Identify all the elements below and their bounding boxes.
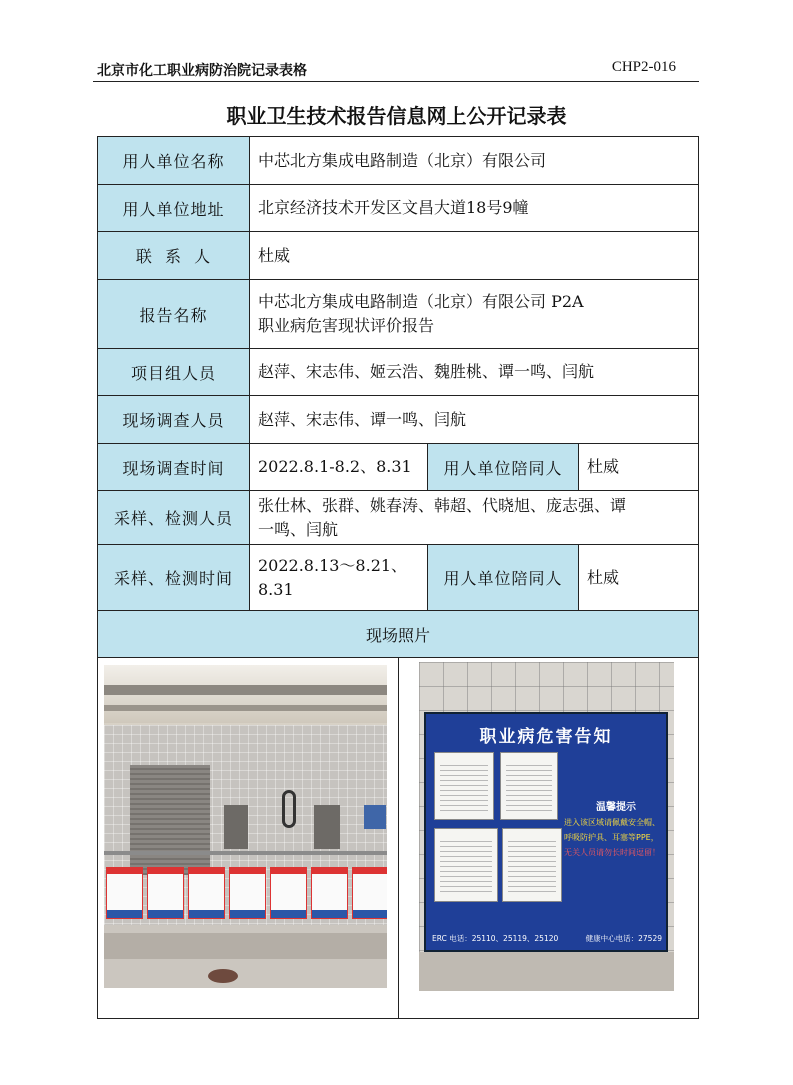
- label-contact: 联 系 人: [98, 232, 250, 280]
- value-survey-time: 2022.8.1-8.2、8.31: [250, 444, 428, 491]
- photo-poster: [229, 867, 266, 919]
- row-sampling-staff: [98, 491, 699, 545]
- page-title: 职业卫生技术报告信息网上公开记录表: [226, 104, 567, 128]
- value-sampling-staff: [250, 491, 699, 545]
- photos-cell: [98, 658, 699, 1019]
- photo-manhole: [208, 969, 238, 983]
- board-title: 职业病危害告知: [479, 727, 613, 747]
- header-form-code: CHP2-016: [611, 59, 676, 75]
- label-report-name: 报告名称: [98, 280, 250, 349]
- photo-rolling-shutter: [130, 765, 210, 875]
- board-document: [434, 752, 494, 820]
- photo-lower-wall: [419, 952, 674, 991]
- board-document: [500, 752, 558, 820]
- row-contact: [98, 232, 699, 280]
- sampling-time-line-2: 8.31: [258, 579, 294, 599]
- site-photo-building: [104, 665, 387, 988]
- photo-poster: [352, 867, 387, 919]
- hazard-notice-board: [424, 712, 668, 952]
- value-report-name: [250, 280, 699, 349]
- health-center-phone: 健康中心电话：27529: [585, 934, 662, 943]
- site-photo-hazard-board: [419, 662, 674, 991]
- label-sampling-escort: 用人单位陪同人: [428, 545, 579, 611]
- label-survey-time: 现场调查时间: [98, 444, 250, 491]
- photo-curb: [104, 933, 387, 959]
- value-sampling-escort: 杜威: [579, 545, 699, 611]
- row-project-team: [98, 349, 699, 396]
- photo-door: [314, 805, 340, 849]
- report-name-line-2: 职业病危害现状评价报告: [258, 316, 435, 335]
- label-employer-name: 用人单位名称: [98, 137, 250, 185]
- row-survey-staff: [98, 396, 699, 444]
- label-site-photos: 现场照片: [98, 611, 699, 658]
- report-name-line-1: 中芯北方集成电路制造（北京）有限公司 P2A: [258, 292, 584, 311]
- label-project-team: 项目组人员: [98, 349, 250, 396]
- photo-beam: [104, 705, 387, 711]
- row-photos-header: [98, 611, 699, 658]
- value-employer-address: 北京经济技术开发区文昌大道18号9幢: [250, 185, 699, 232]
- row-employer-name: [98, 137, 699, 185]
- photo-pipe: [282, 790, 296, 828]
- warning-line: 进入该区域请佩戴安全帽、: [564, 818, 660, 827]
- warning-line: 无关人员请勿长时间逗留！: [564, 848, 660, 857]
- row-survey-time: [98, 444, 699, 491]
- record-table: [97, 136, 699, 1019]
- row-employer-address: [98, 185, 699, 232]
- photo-wall-sign: [364, 805, 386, 829]
- value-project-team: 赵萍、宋志伟、姬云浩、魏胜桃、谭一鸣、闫航: [250, 349, 699, 396]
- label-survey-staff: 现场调查人员: [98, 396, 250, 444]
- board-warning: [564, 800, 668, 860]
- warning-title: 温馨提示: [596, 802, 636, 813]
- photo-poster: [147, 867, 184, 919]
- sampling-time-line-1: 2022.8.13～8.21、: [258, 555, 408, 575]
- board-phone-numbers: [432, 933, 662, 944]
- photo-posters: [104, 867, 387, 925]
- header-divider: [93, 81, 699, 82]
- label-sampling-staff: 采样、检测人员: [98, 491, 250, 545]
- value-employer-name: 中芯北方集成电路制造（北京）有限公司: [250, 137, 699, 185]
- photo-poster: [270, 867, 307, 919]
- value-contact: 杜威: [250, 232, 699, 280]
- photo-poster: [311, 867, 348, 919]
- board-document: [434, 828, 498, 902]
- row-report-name: [98, 280, 699, 349]
- row-photos: [98, 658, 699, 1019]
- label-survey-escort: 用人单位陪同人: [428, 444, 579, 491]
- photo-door: [224, 805, 248, 849]
- warning-line: 呼吸防护具、耳塞等PPE，: [564, 833, 659, 842]
- value-survey-staff: 赵萍、宋志伟、谭一鸣、闫航: [250, 396, 699, 444]
- photo-beam: [104, 685, 387, 695]
- photo-divider: [398, 658, 399, 1018]
- value-sampling-time: [250, 545, 428, 611]
- header-org: 北京市化工职业病防治院记录表格: [97, 63, 307, 79]
- label-sampling-time: 采样、检测时间: [98, 545, 250, 611]
- row-sampling-time: [98, 545, 699, 611]
- label-employer-address: 用人单位地址: [98, 185, 250, 232]
- photos-container: [98, 658, 698, 1018]
- board-document: [502, 828, 562, 902]
- erc-phone: ERC 电话：25110、25119、25120: [432, 934, 559, 943]
- sampling-staff-line-2: 一鸣、闫航: [258, 519, 339, 539]
- value-survey-escort: 杜威: [579, 444, 699, 491]
- photo-railing: [104, 851, 387, 855]
- photo-poster: [106, 867, 143, 919]
- photo-poster: [188, 867, 225, 919]
- sampling-staff-line-1: 张仕林、张群、姚春涛、韩超、代晓旭、庞志强、谭: [258, 495, 627, 515]
